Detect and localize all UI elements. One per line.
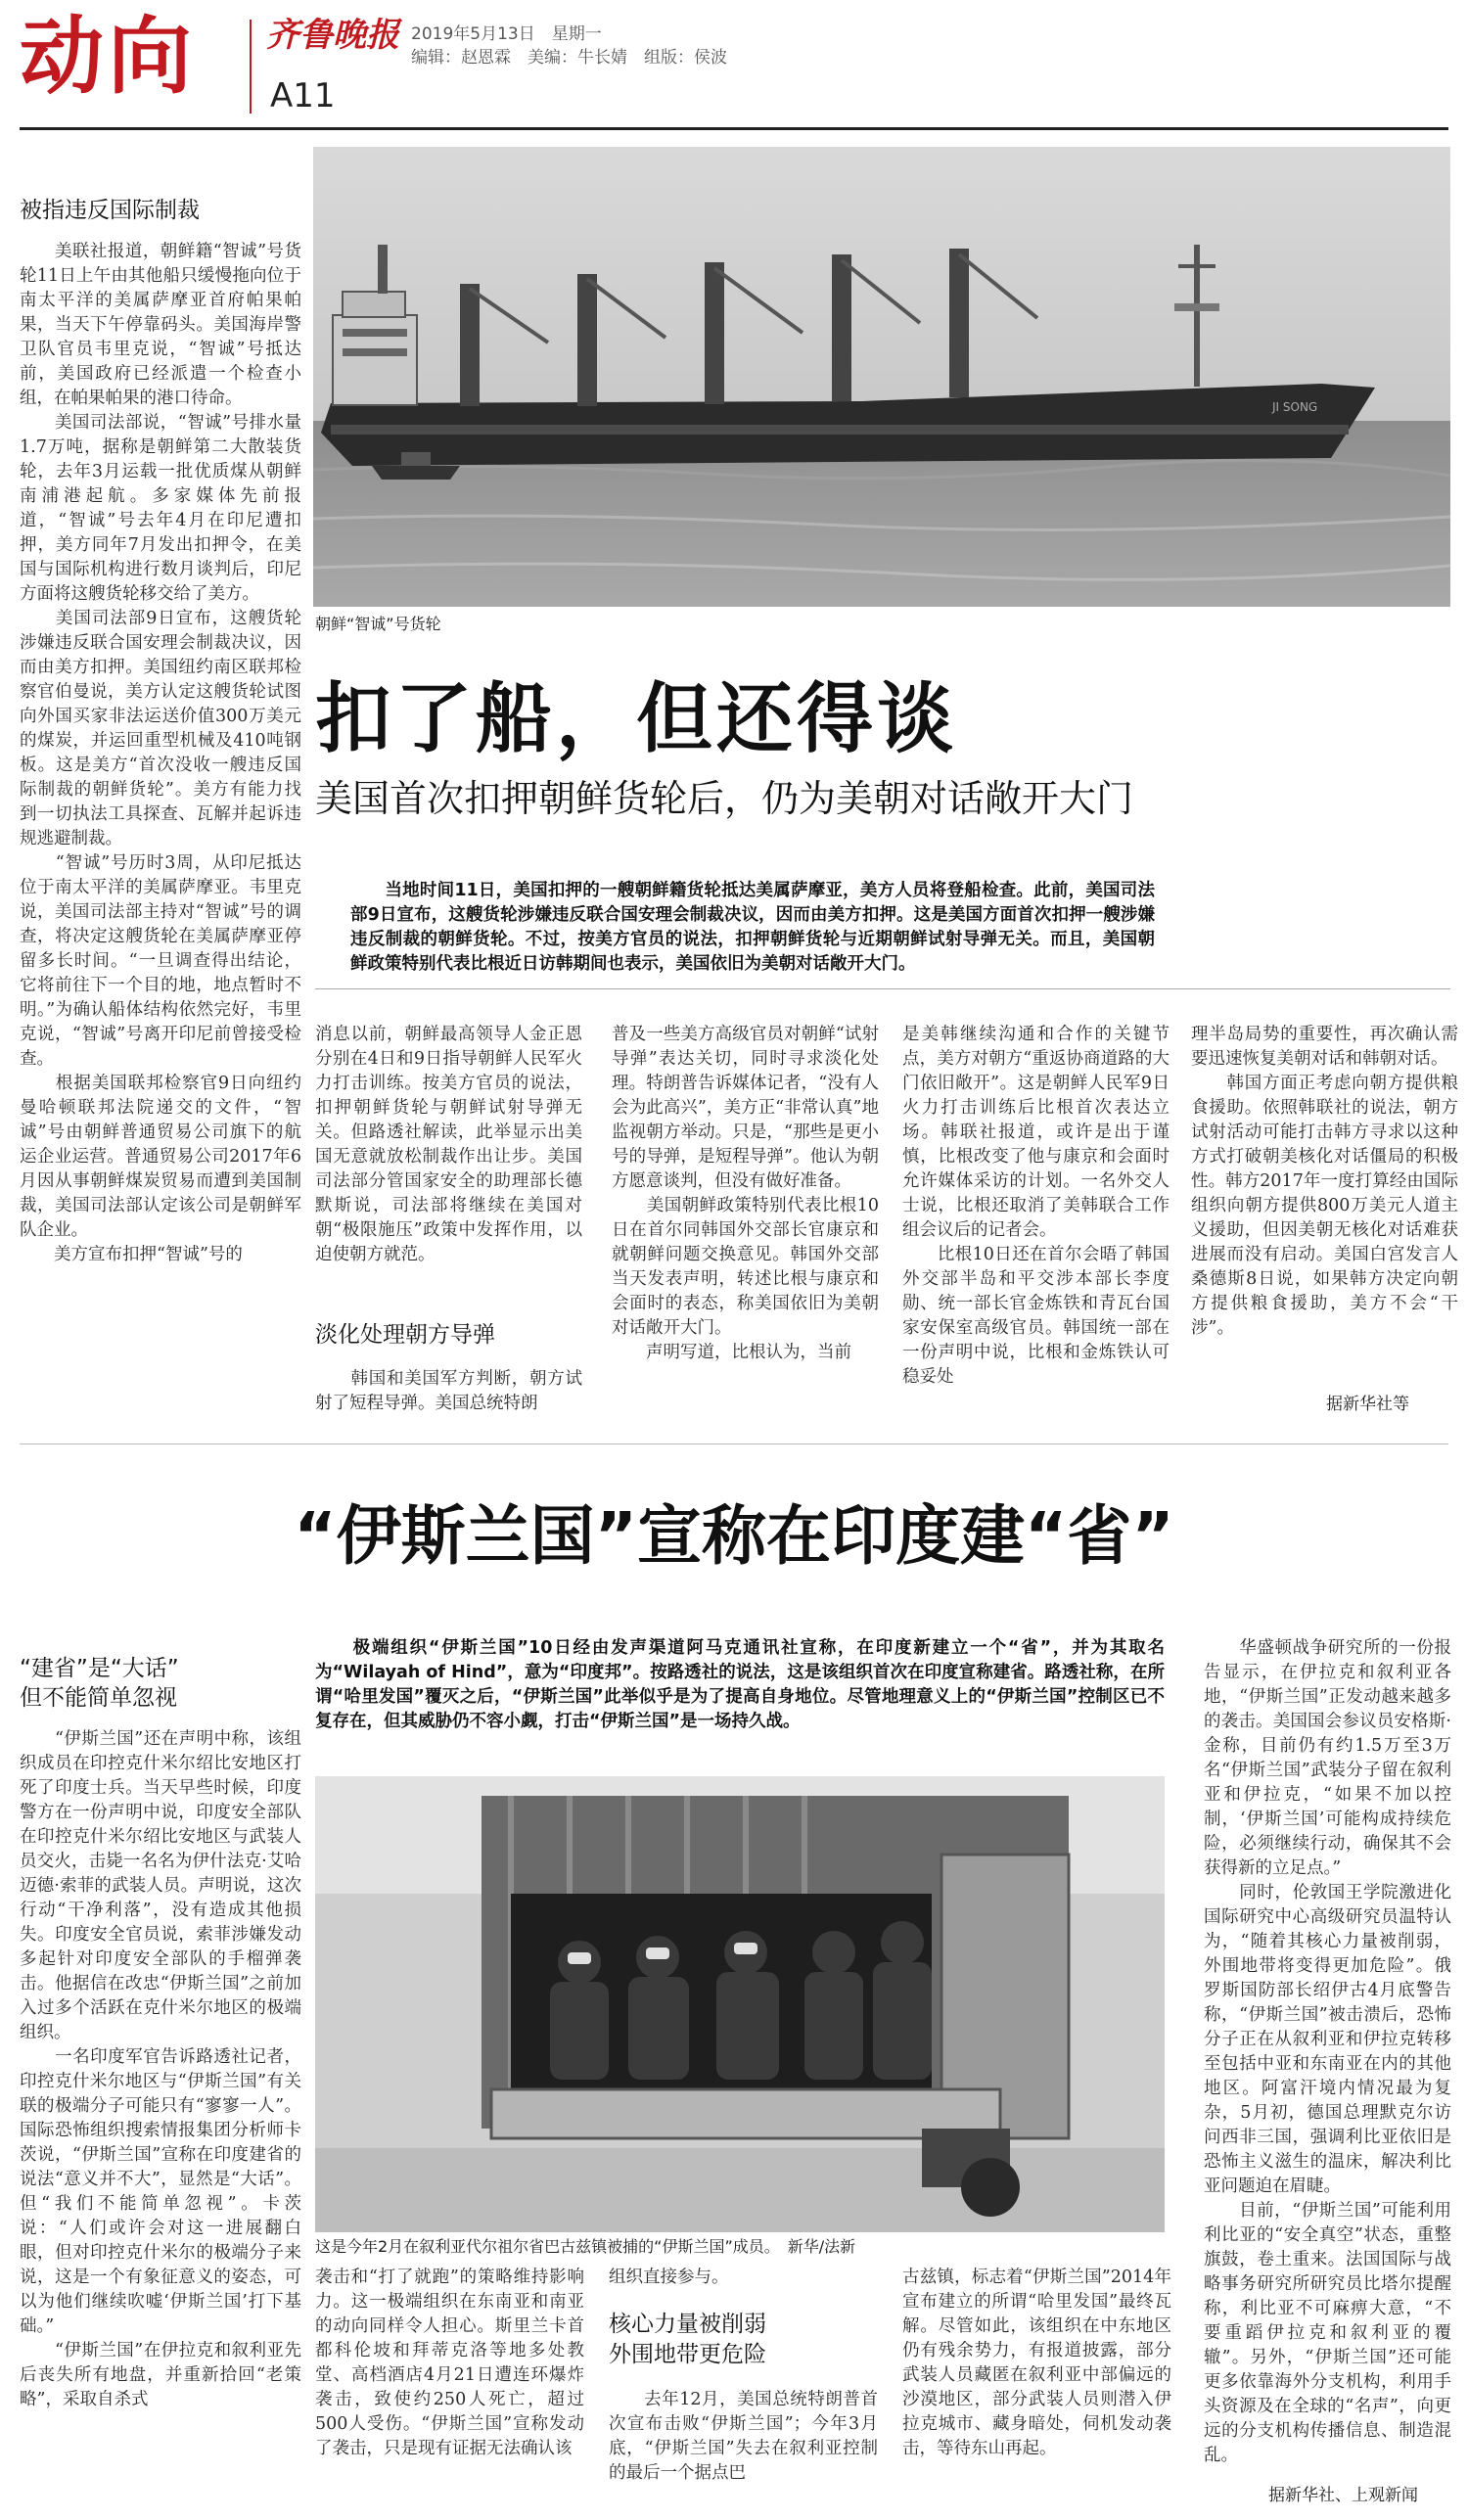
article-column: 韩国和美国军方判断，朝方试射了短程导弹。美国总统特朗: [315, 1369, 582, 1413]
source-credit: 据新华社等: [1326, 1395, 1409, 1414]
source-credit: 据新华社、上观新闻: [1268, 2486, 1418, 2505]
section-name: 动向: [20, 8, 196, 106]
sidebar-heading: [20, 1654, 179, 1713]
lead-paragraph: 极端组织“伊斯兰国”10日经由发声渠道阿马克通讯社宣称，在印度新建立一个“省”，并为其取名为“Wilayah of Hind”，意为“印度邦”。按路透社的说法，这是该组织首次在印度宣称建省。路透社称，在所谓“哈里发国”覆灭之后，“伊斯兰国”此举似乎是为了提高自身地位。尽管地理意义上的“伊斯兰国”控制区已不复存在，但其威胁仍不容小觑，打击“伊斯兰国”是一场持久战。: [315, 1638, 1165, 1731]
article-column: 袭击和“打了就跑”的策略维持影响力。这一极端组织在东南亚和南亚的动向同样令人担心。斯里兰卡首都科伦坡和拜蒂克洛等地多处教堂、高档酒店4月21日遭连环爆炸袭击，致使约250人死亡，超过500人受伤。“伊斯兰国”宣称发动了袭击，只是现有证据无法确认该: [315, 2268, 584, 2458]
article-column: 华盛顿战争研究所的一份报告显示，在伊拉克和叙利亚各地，“伊斯兰国”正发动越来越多的袭击。美国国会参议员安格斯·金称，目前仍有约1.5万至3万名“伊斯兰国”武装分子留在叙利亚和伊拉克，“如果不加以控制，‘伊斯兰国’可能构成持续危险，必须继续行动，确保其不会获得新的立足点。” 同时，伦敦国王学院激进化国际研究中心高级研究员温特认为，“随着其核心力量被削弱，外围地带将变得更加危险”。俄罗斯国防部长绍伊古4月底警告称，“伊斯兰国”被击溃后，恐怖分子正在从叙利亚和伊拉克转移至包括中亚和东南亚在内的其他地区。阿富汗境内情况最为复杂，5月初，德国总理默克尔访问西非三国，强调利比亚依旧是恐怖主义滋生的温床，解决利比亚问题迫在眉睫。 目前，“伊斯兰国”可能利用利比亚的“安全真空”状态，重整旗鼓，卷土重来。法国国际与战略事务研究所研究员比塔尔提醒称，利比亚不可麻痹大意，“不要重蹈伊拉克和叙利亚的覆辙”。另外，“伊斯兰国”还可能更多依靠海外分支机构，利用手头资源及在全球的“名声”，向更远的分支机构传播信息、制造混乱。: [1204, 1638, 1451, 2465]
article-column: 去年12月，美国总统特朗普首次宣布击败“伊斯兰国”；今年3月底，“伊斯兰国”失去在叙利亚控制的最后一个据点巴: [609, 2390, 878, 2483]
article-column: 是美韩继续沟通和合作的关键节点，美方对朝方“重返协商道路的大门依旧敞开”。这是朝鲜人民军9日火力打击训练后比根首次表达立场。韩联社报道，或许是出于谨慎，比根改变了他与康京和会面时允许媒体采访的计划。一名外交人士说，比根还取消了美韩联合工作组会议后的记者会。 比根10日还在首尔会晤了韩国外交部半岛和平交涉本部长李度勋、统一部长官金炼铁和青瓦台国家安保室高级官员。韩国统一部在一份声明中说，比根和金炼铁认可稳妥处: [902, 1025, 1170, 1387]
lead-paragraph: 当地时间11日，美国扣押的一艘朝鲜籍货轮抵达美属萨摩亚，美方人员将登船检查。此前，美国司法部9日宣布，这艘货轮涉嫌违反联合国安理会制裁决议，因而由美方扣押。这是美国方面首次扣押一艘涉嫌违反制裁的朝鲜货轮。不过，按美方官员的说法，扣押朝鲜货轮与近期朝鲜试射导弹无关。而且，美国朝鲜政策特别代表比根近日访韩期间也表示，美国依旧为美朝对话敞开大门。: [350, 881, 1155, 974]
issue-date: 2019年5月13日 星期一: [411, 24, 602, 44]
masthead-divider: [250, 20, 252, 114]
subheadline: 美国首次扣押朝鲜货轮后，仍为美朝对话敞开大门: [315, 777, 1134, 820]
section-subhead-line: 外围地带更危险: [609, 2342, 766, 2367]
truck-detainees-photo: [315, 1776, 1165, 2232]
photo-caption: 朝鲜“智诚”号货轮: [315, 615, 441, 633]
photo-caption: 这是今年2月在叙利亚代尔祖尔省巴古兹镇被捕的“伊斯兰国”成员。 新华/法新: [315, 2237, 856, 2256]
paper-logo: 齐鲁晚报: [266, 16, 399, 55]
section-subhead-line: 核心力量被削弱: [609, 2312, 766, 2337]
article-column: [609, 2266, 878, 2290]
page-number: A11: [270, 76, 336, 115]
section-subhead: 淡化处理朝方导弹: [315, 1322, 495, 1348]
article-column: 消息以前，朝鲜最高领导人金正恩分别在4日和9日指导朝鲜人民军火力打击训练。按美方官员的说法，扣押朝鲜货轮与朝鲜试射导弹无关。但路透社解读，此举显示出美国无意就放松制裁作出让步。美国司法部分管国家安全的助理部长德默斯说，司法部将继续在美国对朝“极限施压”政策中发挥作用，以迫使朝方就范。: [315, 1025, 582, 1264]
story-divider: [20, 1443, 1448, 1444]
article-text: 组织直接参与。: [609, 2268, 729, 2287]
section-subhead: [609, 2310, 766, 2370]
headline: 扣了船，但还得谈: [315, 675, 958, 763]
sidebar-heading: 被指违反国际制裁: [20, 198, 200, 223]
svg-text:JI SONG: JI SONG: [1272, 400, 1318, 414]
sidebar-heading-line: “建省”是“大话”: [20, 1656, 179, 1681]
masthead-rule: [20, 127, 1448, 130]
cargo-ship-photo: [313, 147, 1450, 607]
article-column: 普及一些美方高级官员对朝鲜“试射导弹”表达关切，同时寻求淡化处理。特朗普告诉媒体记者，“没有人会为此高兴”，美方正“非常认真”地监视朝方举动。只是，“那些是更小号的导弹，是短程导弹”。他认为朝方愿意谈判，但没有做好准备。 美国朝鲜政策特别代表比根10日在首尔同韩国外交部长官康京和就朝鲜问题交换意见。韩国外交部当天发表声明，转述比根与康京和会面时的表态，称美国依旧为美朝对话敞开大门。 声明写道，比根认为，当前: [612, 1025, 879, 1362]
article-column: 古兹镇，标志着“伊斯兰国”2014年宣布建立的所谓“哈里发国”最终瓦解。尽管如此，该组织在中东地区仍有残余势力，有报道披露，部分武装人员藏匿在叙利亚中部偏远的沙漠地区，部分武装人员则潜入伊拉克城市、藏身暗处，伺机发动袭击，等待东山再起。: [902, 2268, 1171, 2458]
article-column: 理半岛局势的重要性，再次确认需要迅速恢复美朝对话和韩朝对话。 韩国方面正考虑向朝方提供粮食援助。依照韩联社的说法，朝方试射活动可能打击韩方寻求以这种方式打破朝美核化对话僵局的积极性。韩方2017年一度打算经由国际组织向朝方提供800万美元人道主义援助，但因美朝无核化对话难获进展而没有启动。美国白宫发言人桑德斯8日说，如果韩方决定向朝方提供粮食援助，美方不会“干涉”。: [1191, 1025, 1458, 1338]
sidebar-body: “伊斯兰国”还在声明中称，该组织成员在印控克什米尔绍比安地区打死了印度士兵。当天早些时候，印度警方在一份声明中说，印度安全部队在印控克什米尔绍比安地区与武装人员交火，击毙一名名为伊什法克·艾哈迈德·索菲的武装人员。声明说，这次行动“干净利落”，没有造成其他损失。印度安全官员说，索菲涉嫌发动多起针对印度安全部队的手榴弹袭击。他据信在改忠“伊斯兰国”之前加入过多个活跃在克什米尔地区的极端组织。 一名印度军官告诉路透社记者，印控克什米尔地区与“伊斯兰国”有关联的极端分子可能只有“寥寥一人”。国际恐怖组织搜索情报集团分析师卡茨说，“伊斯兰国”宣称在印度建省的说法“意义并不大”，显然是“大话”。但“我们不能简单忽视”。卡茨说：“人们或许会对这一进展翻白眼，但对印控克什米尔的极端分子来说，这是一个有象征意义的姿态，可以为他们继续吹嘘‘伊斯兰国’打下基础。” “伊斯兰国”在伊拉克和叙利亚先后丧失所有地盘，并重新拾回“老策略”，采取自杀式: [20, 1729, 301, 2409]
divider: [315, 988, 1450, 989]
headline: “伊斯兰国”宣称在印度建“省”: [294, 1498, 1174, 1574]
sidebar-body: 美联社报道，朝鲜籍“智诚”号货轮11日上午由其他船只缓慢拖向位于南太平洋的美属萨摩亚首府帕果帕果，当天下午停靠码头。美国海岸警卫队官员韦里克说，“智诚”号抵达前，美国政府已经派遣一个检查小组，在帕果帕果的港口待命。 美国司法部说，“智诚”号排水量1.7万吨，据称是朝鲜第二大散装货轮，去年3月运载一批优质煤从朝鲜南浦港起航。多家媒体先前报道，“智诚”号去年4月在印尼遭扣押，美方同年7月发出扣押令，在美国与国际机构进行数月谈判后，印尼方面将这艘货轮移交给了美方。 美国司法部9日宣布，这艘货轮涉嫌违反联合国安理会制裁决议，因而由美方扣押。美国纽约南区联邦检察官伯曼说，美方认定这艘货轮试图向外国买家非法运送价值300万美元的煤炭，并运回重型机械及410吨钢板。这是美方“首次没收一艘违反国际制裁的朝鲜货轮”。美方有能力找到一切执法工具探查、瓦解并起诉违规逃避制裁。 “智诚”号历时3周，从印尼抵达位于南太平洋的美属萨摩亚。韦里克说，美国司法部主持对“智诚”号的调查，将决定这艘货轮在美属萨摩亚停留多长时间。“一旦调查得出结论，它将前往下一个目的地，地点暂时不明。”为确认船体结构依然完好，韦里克说，“智诚”号离开印尼前曾接受检查。 根据美国联邦检察官9日向纽约曼哈顿联邦法院递交的文件，“智诚”号由朝鲜普通贸易公司旗下的航运企业运营。普通贸易公司2017年6月因从事朝鲜煤炭贸易而遭到美国制裁，美国司法部认定该公司是朝鲜军队企业。 美方宣布扣押“智诚”号的: [20, 242, 301, 1264]
sidebar-heading-line: 但不能简单忽视: [20, 1685, 177, 1711]
editor-credits: 编辑：赵恩霖 美编：牛长婧 组版：侯波: [411, 48, 727, 68]
